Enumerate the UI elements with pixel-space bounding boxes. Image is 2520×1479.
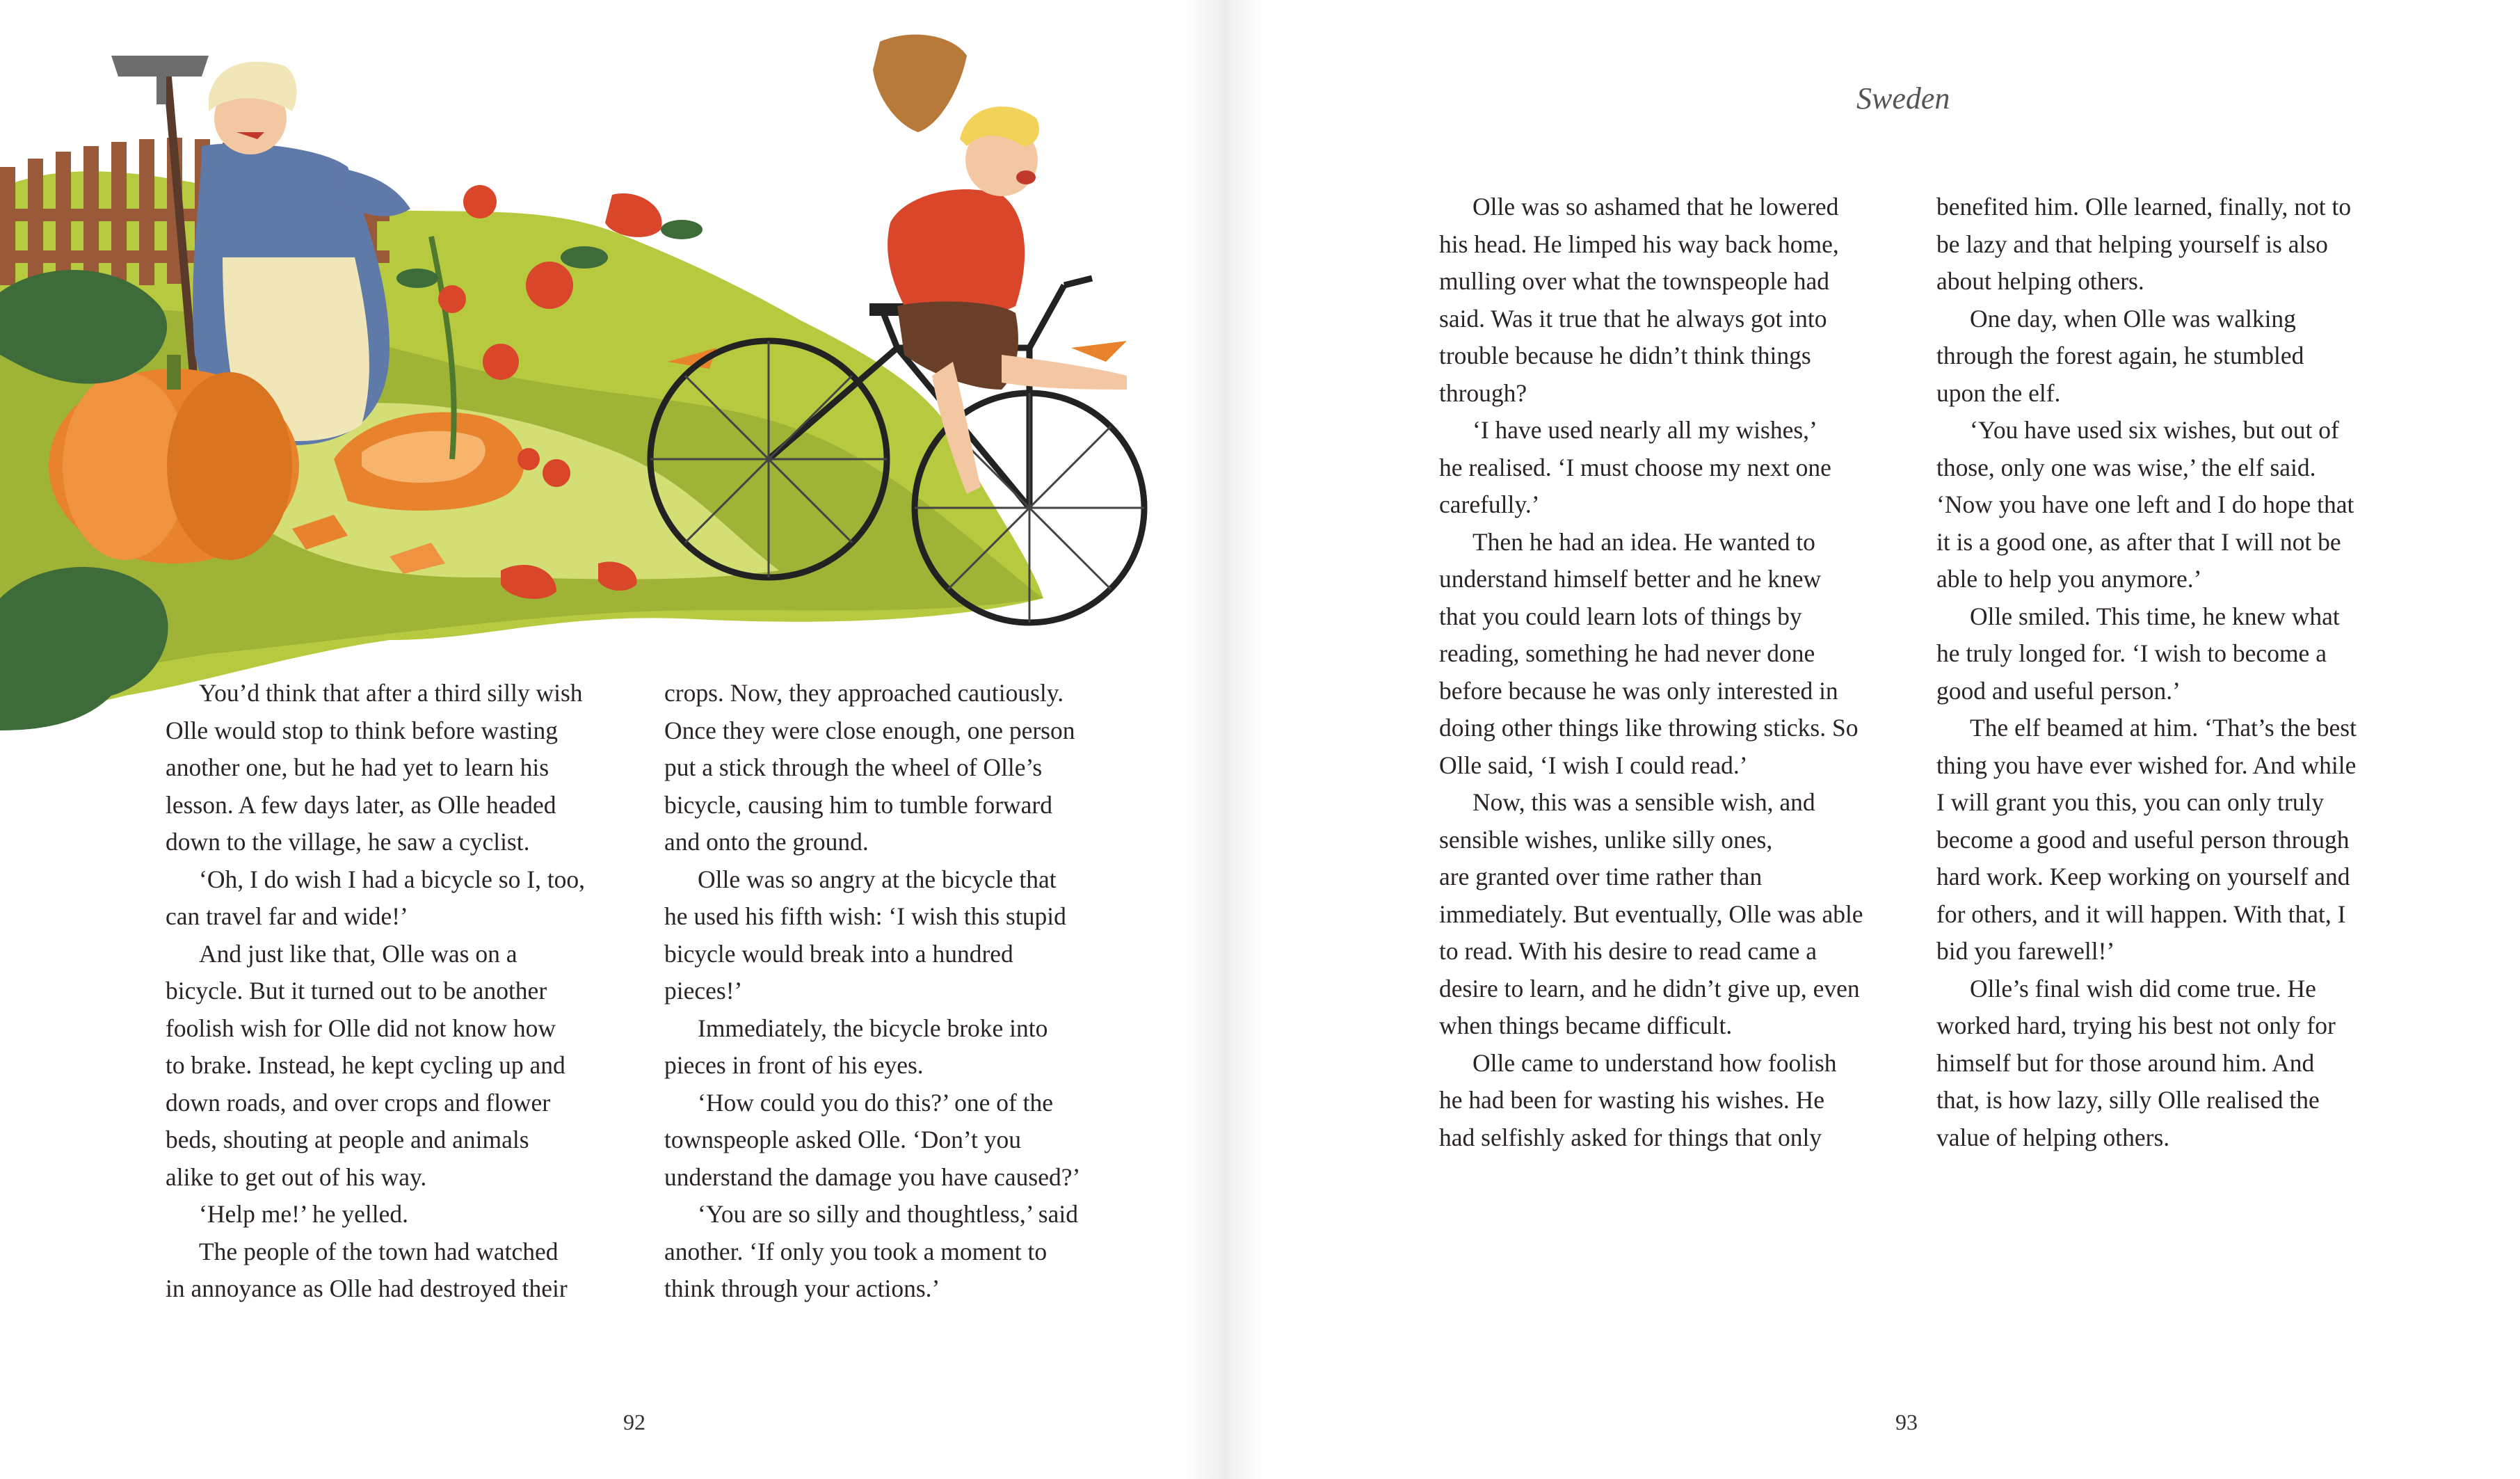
text-line: can travel far and wide!’	[166, 902, 408, 930]
book-gutter	[1182, 0, 1266, 1479]
text-line: bicycle. But it turned out to be another	[166, 977, 547, 1005]
text-line: desire to learn, and he didn’t give up, even	[1439, 974, 1860, 1002]
text-line: he had been for wasting his wishes. He	[1439, 1086, 1825, 1114]
scattered-tomato	[543, 459, 570, 487]
text-line: You’d think that after a third silly wish	[199, 679, 583, 707]
text-line: himself but for those around him. And	[1936, 1048, 2315, 1077]
text-line: another. ‘If only you took a moment to	[664, 1237, 1048, 1265]
text-line: trouble because he didn’t think things	[1439, 342, 1811, 369]
text-line: bid you farewell!’	[1936, 937, 2115, 965]
flying-pepper	[605, 193, 662, 237]
text-line: One day, when Olle was walking	[1970, 304, 2296, 333]
text-line: he used his fifth wish: ‘I wish this stupid	[664, 902, 1066, 930]
flying-carrot-2	[1071, 341, 1127, 362]
text-line: Olle was so ashamed that he lowered	[1472, 193, 1839, 221]
text-line: Olle would stop to think before wasting	[166, 716, 558, 744]
flying-hat	[873, 35, 967, 132]
text-line: immediately. But eventually, Olle was able	[1439, 900, 1863, 928]
text-line: ‘How could you do this?’ one of the	[698, 1088, 1054, 1117]
scattered-tomato-2	[517, 448, 540, 470]
text-line: mulling over what the townspeople had	[1439, 267, 1829, 295]
text-line: those, only one was wise,’ the elf said.	[1936, 453, 2316, 481]
text-line: down roads, and over crops and flower	[166, 1088, 551, 1117]
text-line: doing other things like throwing sticks. So	[1439, 714, 1859, 742]
text-line: ‘You have used six wishes, but out of	[1970, 416, 2339, 444]
text-line: through?	[1439, 378, 1527, 407]
text-line: understand himself better and he knew	[1439, 565, 1822, 593]
text-line: said. Was it true that he always got into	[1439, 304, 1827, 333]
text-line: that you could learn lots of things by	[1439, 602, 1802, 630]
text-line: and onto the ground.	[664, 828, 869, 856]
pumpkin-leaf-bottom	[0, 567, 168, 730]
text-line: before because he was only interested in	[1439, 676, 1838, 705]
page-number-right: 93	[1895, 1409, 1918, 1434]
text-line: thing you have ever wished for. And while	[1936, 751, 2357, 779]
text-line: bicycle, causing him to tumble forward	[664, 790, 1052, 819]
text-line: Immediately, the bicycle broke into	[698, 1014, 1048, 1042]
text-line: it is a good one, as after that I will not be	[1936, 527, 2341, 556]
text-line: put a stick through the wheel of Olle’s	[664, 753, 1043, 781]
text-line: ‘I have used nearly all my wishes,’	[1472, 416, 1817, 444]
text-line: I will grant you this, you can only truly	[1936, 788, 2325, 816]
text-line: Now, this was a sensible wish, and	[1472, 788, 1815, 816]
text-line: ‘Oh, I do wish I had a bicycle so I, too,	[199, 865, 586, 893]
text-line: are granted over time rather than	[1439, 863, 1763, 890]
text-line: another one, but he had yet to learn his	[166, 753, 549, 781]
text-line: upon the elf.	[1936, 378, 2061, 407]
text-line: Once they were close enough, one person	[664, 716, 1075, 744]
text-line: about helping others.	[1936, 267, 2144, 295]
text-line: pieces!’	[664, 977, 743, 1005]
running-head: Sweden	[1856, 81, 1950, 115]
text-line: when things became difficult.	[1439, 1012, 1733, 1039]
text-line: ‘Help me!’ he yelled.	[199, 1200, 408, 1228]
text-line: become a good and useful person through	[1936, 825, 2350, 854]
text-line: hard work. Keep working on yourself and	[1936, 863, 2350, 890]
text-line: benefited him. Olle learned, finally, not to	[1936, 193, 2352, 221]
text-line: to read. With his desire to read came a	[1439, 937, 1817, 965]
text-line: Olle was so angry at the bicycle that	[698, 865, 1057, 893]
text-line: value of helping others.	[1936, 1123, 2170, 1151]
text-line: through the forest again, he stumbled	[1936, 342, 2304, 369]
left-page-column-1	[166, 675, 611, 1308]
text-line: carefully.’	[1439, 490, 1540, 518]
right-page-column-2	[1936, 189, 2395, 1156]
text-line: understand the damage you have caused?’	[664, 1162, 1081, 1191]
text-line: be lazy and that helping yourself is also	[1936, 230, 2328, 258]
text-line: that, is how lazy, silly Olle realised the	[1936, 1086, 2320, 1114]
text-line: ‘Now you have one left and I do hope that	[1936, 490, 2354, 518]
text-line: to brake. Instead, he kept cycling up and	[166, 1051, 565, 1079]
text-line: good and useful person.’	[1936, 676, 2181, 705]
text-line: townspeople asked Olle. ‘Don’t you	[664, 1126, 1022, 1153]
text-line: he truly longed for. ‘I wish to become a	[1936, 639, 2327, 667]
page-number-left: 92	[623, 1409, 645, 1434]
text-line: able to help you anymore.’	[1936, 565, 2202, 593]
text-line: ‘You are so silly and thoughtless,’ said	[698, 1200, 1078, 1228]
text-line: Then he had an idea. He wanted to	[1472, 527, 1815, 556]
text-line: his head. He limped his way back home,	[1439, 230, 1839, 258]
text-line: And just like that, Olle was on a	[199, 939, 517, 968]
left-page	[0, 0, 1224, 1479]
text-line: Olle smiled. This time, he knew what	[1970, 602, 2340, 630]
text-line: for others, and it will happen. With that, I	[1936, 900, 2346, 928]
text-line: alike to get out of his way.	[166, 1162, 427, 1191]
text-line: in annoyance as Olle had destroyed their	[166, 1274, 568, 1302]
text-line: lesson. A few days later, as Olle headed	[166, 790, 556, 819]
text-line: bicycle would break into a hundred	[664, 939, 1013, 968]
text-line: The elf beamed at him. ‘That’s the best	[1970, 714, 2357, 742]
left-page-column-2	[664, 675, 1109, 1308]
garden-bicycle-illustration	[0, 28, 1182, 737]
text-line: reading, something he had never done	[1439, 639, 1815, 667]
text-line: had selfishly asked for things that only	[1439, 1123, 1822, 1151]
text-line: Olle said, ‘I wish I could read.’	[1439, 751, 1748, 779]
text-line: think through your actions.’	[664, 1274, 940, 1302]
text-line: he realised. ‘I must choose my next one	[1439, 453, 1831, 481]
text-line: The people of the town had watched	[199, 1237, 559, 1265]
text-line: sensible wishes, unlike silly ones,	[1439, 825, 1773, 854]
right-page-column-1	[1439, 189, 1884, 1156]
text-line: pieces in front of his eyes.	[664, 1051, 924, 1079]
text-line: Olle’s final wish did come true. He	[1970, 974, 2316, 1002]
text-line: Olle came to understand how foolish	[1472, 1048, 1837, 1077]
text-line: down to the village, he saw a cyclist.	[166, 828, 530, 856]
text-line: crops. Now, they approached cautiously.	[664, 679, 1064, 707]
text-line: beds, shouting at people and animals	[166, 1126, 529, 1153]
text-line: foolish wish for Olle did not know how	[166, 1014, 556, 1042]
text-line: worked hard, trying his best not only for	[1936, 1012, 2336, 1039]
